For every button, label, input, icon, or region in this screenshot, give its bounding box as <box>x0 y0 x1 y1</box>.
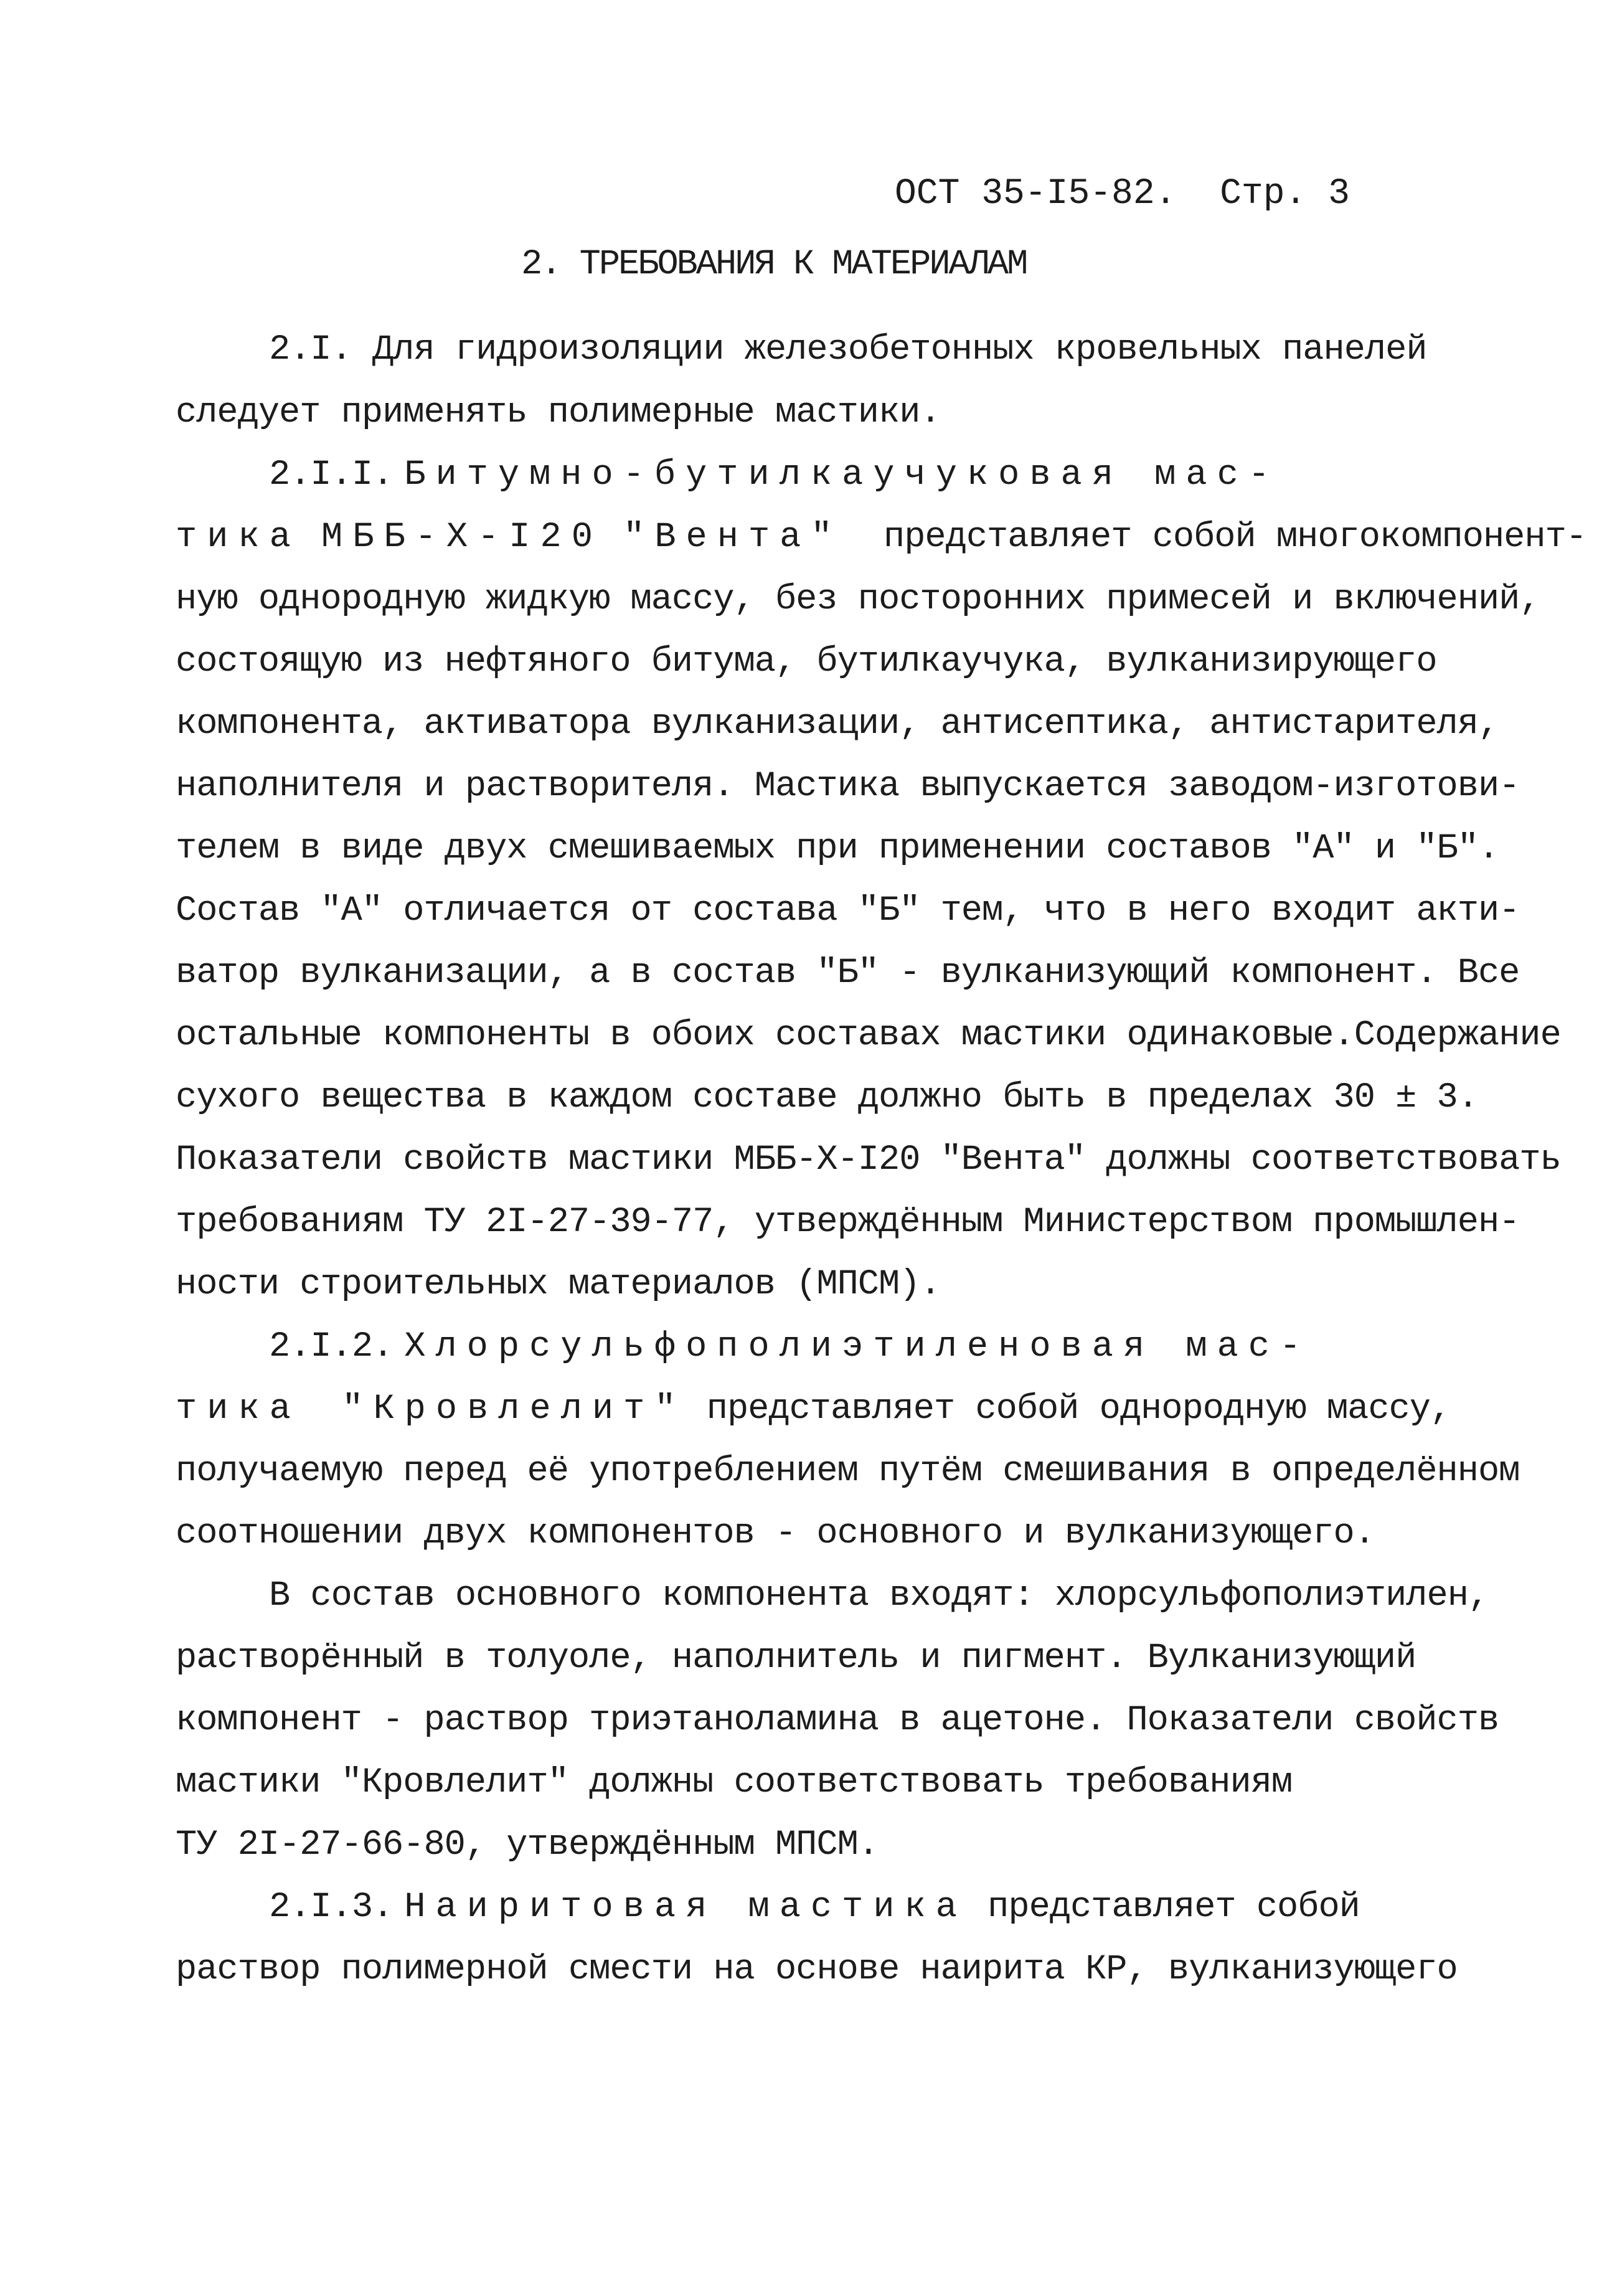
text-line: компонент - раствор триэтаноламина в ацетоне. Показатели свойств <box>176 1701 1499 1741</box>
text-line: Состав "А" отличается от состава "Б" тем, что в него входит акти- <box>176 891 1520 931</box>
document-code: ОСТ 35-I5-82. <box>895 174 1177 214</box>
paragraph-2-1-line-1: 2.I. Для гидроизоляции железобетонных кровельных панелей <box>269 330 1427 370</box>
paragraph-number: 2.I.2. <box>269 1327 394 1367</box>
paragraph-number: 2.I. <box>269 330 352 370</box>
text-line: ную однородную жидкую массу, без посторонних примесей и включений, <box>176 580 1540 620</box>
section-title: 2. ТРЕБОВАНИЯ К МАТЕРИАЛАМ <box>521 245 1027 285</box>
text-line: состоящую из нефтяного битума, бутилкаучука, вулканизирующего <box>176 642 1437 682</box>
text-line: ТУ 2I-27-66-80, утверждённым МПСМ. <box>176 1825 879 1865</box>
page-number: Стр. 3 <box>1220 174 1350 214</box>
text-line: телем в виде двух смешиваемых при применении составов "А" и "Б". <box>176 829 1499 869</box>
paragraph-2-1-line-2: следует применять полимерные мастики. <box>176 393 941 433</box>
text-line: получаемую перед её употреблением путём смешивания в определённом <box>176 1452 1520 1491</box>
paragraph-2-1-1-line-2: тика МББ-Х-I20 "Вента" представляет собой многокомпонент- <box>176 517 1586 557</box>
text-line: растворённый в толуоле, наполнитель и пигмент. Вулканизующий <box>176 1638 1416 1678</box>
text-line: раствор полимерной смести на основе наирита КР, вулканизующего <box>176 1950 1458 1990</box>
paragraph-number: 2.I.3. <box>269 1887 394 1927</box>
paragraph-composition-line-1: В состав основного компонента входят: хлорсульфополиэтилен, <box>269 1576 1489 1616</box>
text-line: сухого вещества в каждом составе должно быть в пределах 30 ± 3. <box>176 1078 1478 1118</box>
text-line: соотношении двух компонентов - основного и вулканизующего. <box>176 1514 1375 1554</box>
text-line: компонента, активатора вулканизации, антисептика, антистарителя, <box>176 704 1499 744</box>
paragraph-2-1-3-line-1: 2.I.3. Наиритовая мастика представляет собой <box>269 1887 1360 1927</box>
text-line: требованиям ТУ 2I-27-39-77, утверждённым Министерством промышлен- <box>176 1202 1520 1242</box>
text-line: ности строительных материалов (МПСМ). <box>176 1265 941 1305</box>
paragraph-2-1-1-line-1 <box>269 444 1280 506</box>
term-spaced: Хлорсульфополиэтиленовая мас- <box>404 1327 1311 1367</box>
term-spaced: Битумно-бутилкаучуковая мас- <box>404 455 1280 495</box>
text-line: ватор вулканизации, а в состав "Б" - вулканизующий компонент. Все <box>176 953 1520 993</box>
text-line: Показатели свойств мастики МББ-Х-I20 "Вента" должны соответствовать <box>176 1140 1561 1180</box>
paragraph-2-1-2-line-2: тика "Кровлелит" представляет собой однородную массу, <box>176 1389 1451 1429</box>
text-line: остальные компоненты в обоих составах мастики одинаковые.Содержание <box>176 1016 1561 1056</box>
text-line: мастики "Кровлелит" должны соответствовать требованиям <box>176 1763 1293 1803</box>
page-header <box>895 163 1350 225</box>
paragraph-2-1-2-line-1 <box>269 1316 1311 1378</box>
paragraph-number: 2.I.I. <box>269 455 394 495</box>
text-line: наполнителя и растворителя. Мастика выпускается заводом-изготови- <box>176 767 1520 806</box>
term-spaced: Наиритовая мастика <box>404 1887 967 1927</box>
